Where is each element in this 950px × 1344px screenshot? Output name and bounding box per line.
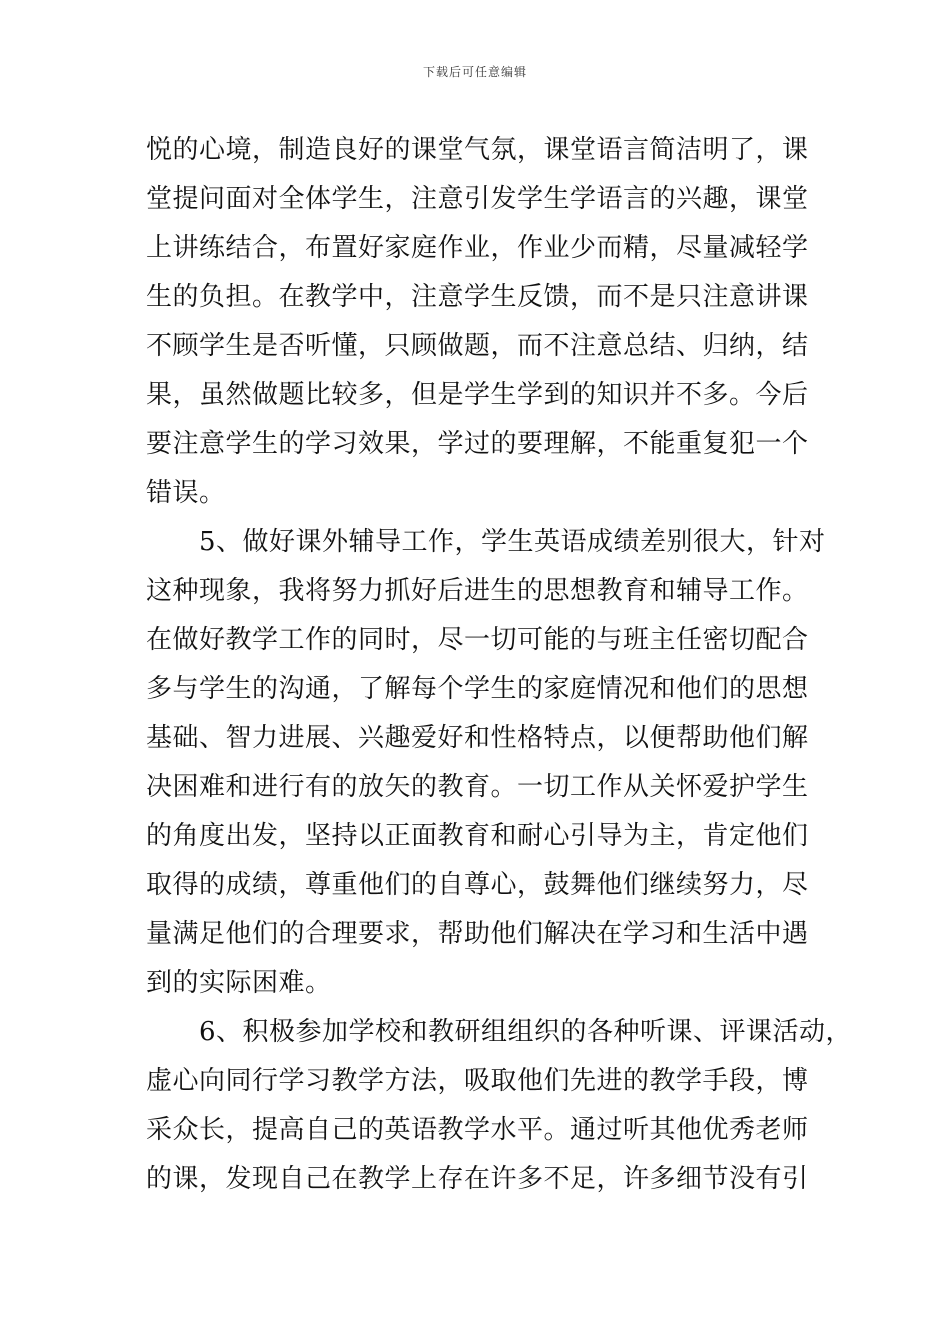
text-line: 采众长，提高自己的英语教学水平。通过听其他优秀老师	[146, 1115, 809, 1145]
text-line: 这种现象，我将努力抓好后进生的思想教育和辅导工作。	[146, 576, 809, 606]
text-line: 基础、智力进展、兴趣爱好和性格特点，以便帮助他们解	[146, 723, 809, 753]
text-line: 生的负担。在教学中，注意学生反馈，而不是只注意讲课	[146, 282, 809, 312]
text-line: 的角度出发，坚持以正面教育和耐心引导为主，肯定他们	[146, 821, 809, 851]
text-line: 要注意学生的学习效果，学过的要理解，不能重复犯一个	[146, 429, 809, 459]
text-line: 的课，发现自己在教学上存在许多不足，许多细节没有引	[146, 1164, 809, 1194]
text-line: 虚心向同行学习教学方法，吸取他们先进的教学手段，博	[146, 1066, 809, 1096]
text-line: 取得的成绩，尊重他们的自尊心，鼓舞他们继续努力，尽	[146, 870, 809, 900]
text-line: 6、积极参加学校和教研组组织的各种听课、评课活动，	[146, 1017, 853, 1047]
text-line: 5、做好课外辅导工作，学生英语成绩差别很大，针对	[146, 527, 826, 557]
text-line: 错误。	[146, 478, 226, 508]
text-line: 在做好教学工作的同时，尽一切可能的与班主任密切配合	[146, 625, 809, 655]
text-line: 悦的心境，制造良好的课堂气氛，课堂语言简洁明了，课	[146, 135, 809, 165]
text-line: 量满足他们的合理要求，帮助他们解决在学习和生活中遇	[146, 919, 809, 949]
text-line: 到的实际困难。	[146, 968, 332, 998]
page-header: 下载后可任意编辑	[422, 65, 527, 79]
text-line: 不顾学生是否听懂，只顾做题，而不注意总结、归纳，结	[146, 331, 809, 361]
text-line: 堂提问面对全体学生，注意引发学生学语言的兴趣，课堂	[146, 184, 809, 214]
text-line: 上讲练结合，布置好家庭作业，作业少而精，尽量减轻学	[146, 233, 809, 263]
text-line: 果，虽然做题比较多，但是学生学到的知识并不多。今后	[146, 380, 809, 410]
text-line: 决困难和进行有的放矢的教育。一切工作从关怀爱护学生	[146, 772, 809, 802]
text-line: 多与学生的沟通，了解每个学生的家庭情况和他们的思想	[146, 674, 809, 704]
document-body	[146, 126, 853, 1204]
